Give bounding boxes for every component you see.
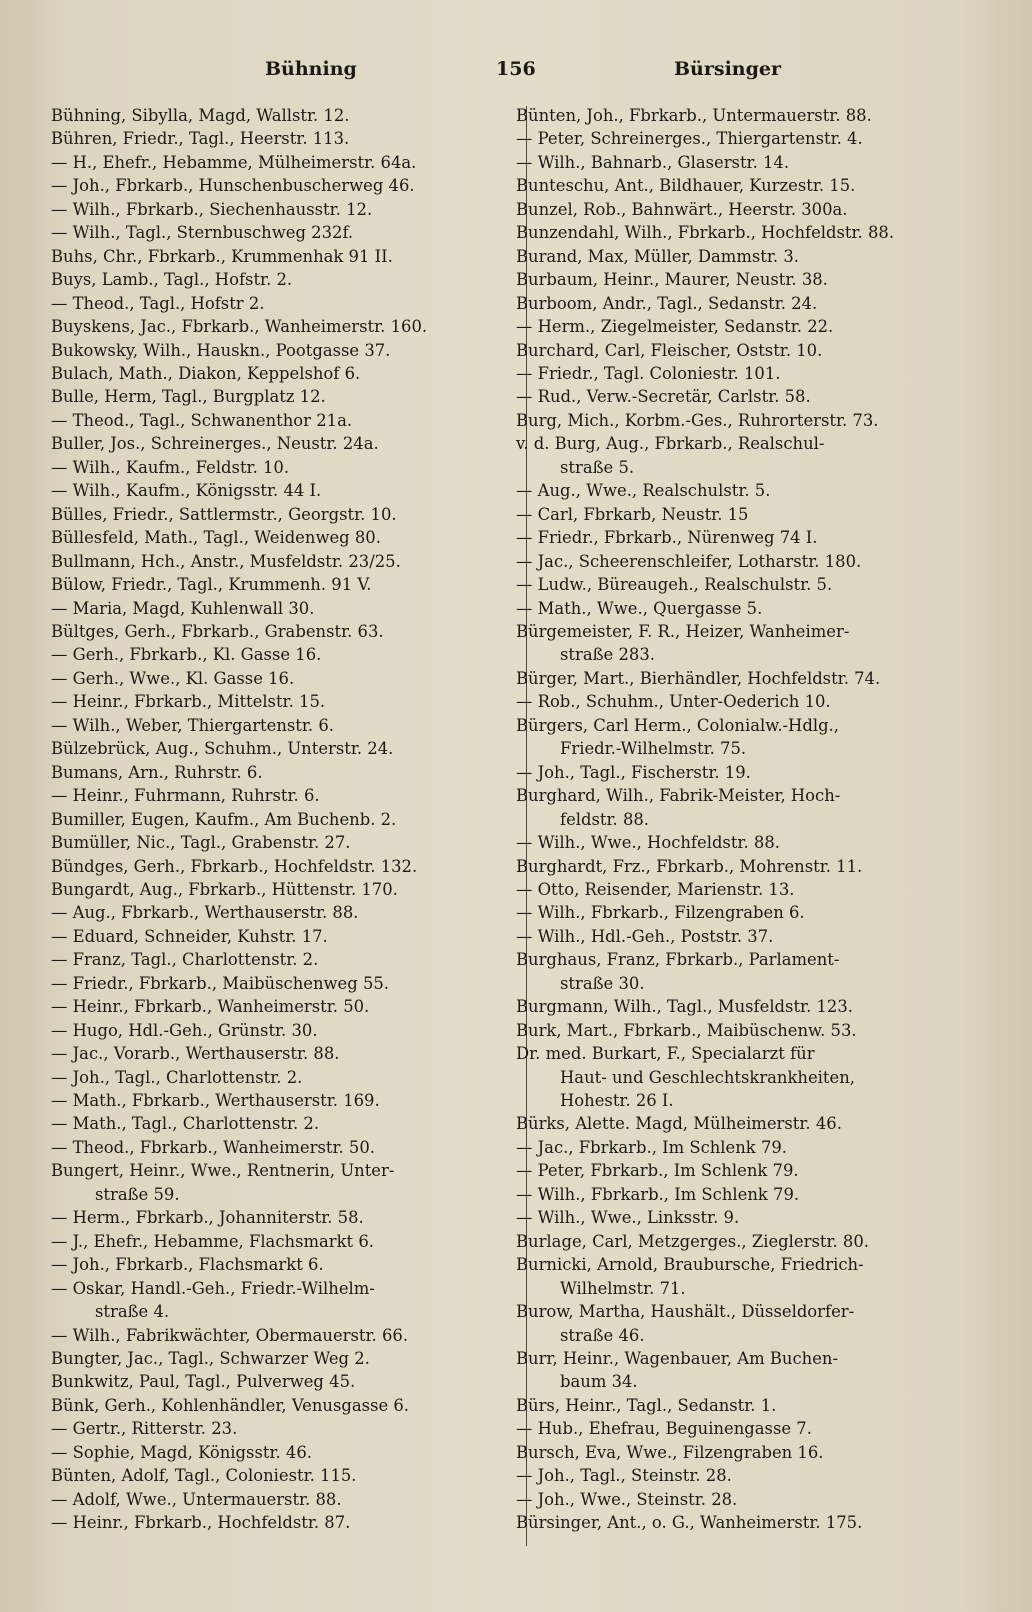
directory-entry [516, 1159, 978, 1182]
directory-entry [516, 1206, 978, 1229]
entry-text: Bungardt, Aug., Fbrkarb., Hüttenstr. 170. [51, 879, 398, 899]
entry-text: — Gerh., Wwe., Kl. Gasse 16. [51, 668, 295, 688]
entry-text: Bukowsky, Wilh., Hauskn., Pootgasse 37. [51, 340, 391, 360]
entry-text: — Carl, Fbrkarb, Neustr. 15 [516, 504, 749, 524]
entry-text: Bürgers, Carl Herm., Colonialw.-Hdlg., [516, 715, 840, 735]
directory-entry [51, 1066, 511, 1089]
entry-text: Bürsinger, Ant., o. G., Wanheimerstr. 175. [516, 1513, 863, 1533]
entry-continuation: Hohestr. 26 I. [560, 1091, 674, 1111]
directory-entry [516, 362, 978, 385]
entry-continuation: Haut- und Geschlechtskrankheiten, [560, 1067, 855, 1087]
directory-entry [51, 597, 511, 620]
entry-text: Burchard, Carl, Fleischer, Oststr. 10. [516, 340, 823, 360]
directory-entry [51, 808, 511, 831]
directory-entry [516, 1019, 978, 1042]
directory-entry [516, 620, 978, 667]
directory-entry [51, 174, 511, 197]
entry-text: — Wilh., Fbrkarb., Im Schlenk 79. [516, 1184, 800, 1204]
entry-text: — Herm., Fbrkarb., Johanniterstr. 58. [51, 1208, 364, 1228]
directory-entry [516, 1488, 978, 1511]
directory-entry [51, 127, 511, 150]
directory-entry [51, 221, 511, 244]
directory-entry [516, 198, 978, 221]
entry-text: — Otto, Reisender, Marienstr. 13. [516, 879, 795, 899]
entry-continuation: straße 59. [95, 1184, 180, 1204]
directory-entry [516, 526, 978, 549]
entry-text: — J., Ehefr., Hebamme, Flachsmarkt 6. [51, 1231, 374, 1251]
directory-entry [51, 1511, 511, 1534]
entry-continuation: feldstr. 88. [560, 809, 650, 829]
entry-text: Bürger, Mart., Bierhändler, Hochfeldstr. 74. [516, 668, 881, 688]
directory-entry [516, 1112, 978, 1135]
entry-continuation: Wilhelmstr. 71. [560, 1278, 686, 1298]
directory-entry [51, 550, 511, 573]
entry-text: Bullmann, Hch., Anstr., Musfeldstr. 23/25. [51, 551, 401, 571]
directory-entry [516, 573, 978, 596]
directory-entry [516, 925, 978, 948]
directory-entry [51, 1441, 511, 1464]
entry-text: Büllesfeld, Math., Tagl., Weidenweg 80. [51, 528, 381, 548]
entry-text: Burr, Heinr., Wagenbauer, Am Buchen- [516, 1349, 838, 1369]
entry-text: Bungter, Jac., Tagl., Schwarzer Weg 2. [51, 1349, 370, 1369]
entry-text: Buys, Lamb., Tagl., Hofstr. 2. [51, 270, 293, 290]
entry-text: Bülzebrück, Aug., Schuhm., Unterstr. 24. [51, 739, 394, 759]
entry-text: Bursch, Eva, Wwe., Filzengraben 16. [516, 1442, 824, 1462]
directory-entry [51, 737, 511, 760]
directory-entry [51, 292, 511, 315]
entry-text: — Herm., Ziegelmeister, Sedanstr. 22. [516, 317, 834, 337]
directory-entry [51, 1488, 511, 1511]
directory-entry [51, 855, 511, 878]
directory-entry [516, 432, 978, 479]
entry-text: — Wilh., Bahnarb., Glaserstr. 14. [516, 152, 790, 172]
entry-text: — Wilh., Hdl.-Geh., Poststr. 37. [516, 926, 774, 946]
directory-entry [516, 245, 978, 268]
directory-entry [51, 104, 511, 127]
directory-entry [516, 831, 978, 854]
entry-text: Bültges, Gerh., Fbrkarb., Grabenstr. 63. [51, 621, 384, 641]
directory-entry [516, 1042, 978, 1112]
directory-entry [516, 690, 978, 713]
entry-text: Burghaus, Franz, Fbrkarb., Parlament- [516, 950, 840, 970]
directory-entry [51, 385, 511, 408]
directory-entry [51, 620, 511, 643]
entry-text: Bulach, Math., Diakon, Keppelshof 6. [51, 363, 361, 383]
directory-entry [51, 339, 511, 362]
directory-entry [516, 409, 978, 432]
entry-text: — Peter, Fbrkarb., Im Schlenk 79. [516, 1161, 799, 1181]
directory-entry [516, 1441, 978, 1464]
directory-entry [51, 268, 511, 291]
entry-text: Bunzel, Rob., Bahnwärt., Heerstr. 300a. [516, 199, 848, 219]
entry-text: — Joh., Wwe., Steinstr. 28. [516, 1489, 738, 1509]
entry-text: — Jac., Fbrkarb., Im Schlenk 79. [516, 1137, 788, 1157]
directory-entry [516, 127, 978, 150]
directory-entry [516, 339, 978, 362]
entry-text: — Theod., Tagl., Hofstr 2. [51, 293, 265, 313]
entry-text: — Franz, Tagl., Charlottenstr. 2. [51, 950, 319, 970]
entry-text: — Peter, Schreinerges., Thiergartenstr. 4. [516, 129, 863, 149]
entry-continuation: straße 4. [95, 1302, 170, 1322]
entry-text: Bülow, Friedr., Tagl., Krummenh. 91 V. [51, 575, 372, 595]
entry-text: — Theod., Fbrkarb., Wanheimerstr. 50. [51, 1137, 375, 1157]
directory-entry [51, 1042, 511, 1065]
directory-entry [516, 315, 978, 338]
directory-entry [51, 1417, 511, 1440]
directory-entry [51, 972, 511, 995]
entry-continuation: Friedr.-Wilhelmstr. 75. [560, 739, 747, 759]
directory-entry [51, 198, 511, 221]
entry-text: — Aug., Wwe., Realschulstr. 5. [516, 481, 771, 501]
entry-text: Burow, Martha, Haushält., Düsseldorfer- [516, 1302, 855, 1322]
right-column [516, 104, 978, 1535]
entry-text: Burand, Max, Müller, Dammstr. 3. [516, 246, 799, 266]
entry-continuation: baum 34. [560, 1372, 638, 1392]
directory-entry [51, 315, 511, 338]
directory-entry [51, 1230, 511, 1253]
entry-text: — Aug., Fbrkarb., Werthauserstr. 88. [51, 903, 359, 923]
directory-entry [516, 761, 978, 784]
header-last-entry: Bürsinger [674, 58, 781, 80]
directory-entry [51, 151, 511, 174]
entry-text: Bürks, Alette. Magd, Mülheimerstr. 46. [516, 1114, 842, 1134]
directory-entry [51, 643, 511, 666]
left-column [51, 104, 511, 1535]
entry-text: — Joh., Fbrkarb., Flachsmarkt 6. [51, 1255, 324, 1275]
directory-entry [51, 526, 511, 549]
directory-entry [51, 761, 511, 784]
directory-entry [516, 901, 978, 924]
directory-entry [516, 174, 978, 197]
entry-text: — Wilh., Tagl., Sternbuschweg 232f. [51, 223, 354, 243]
directory-entry [51, 690, 511, 713]
entry-text: — Heinr., Fuhrmann, Ruhrstr. 6. [51, 786, 320, 806]
directory-entry [51, 784, 511, 807]
entry-text: — Math., Tagl., Charlottenstr. 2. [51, 1114, 320, 1134]
entry-text: — Wilh., Fbrkarb., Filzengraben 6. [516, 903, 805, 923]
entry-text: — Joh., Tagl., Steinstr. 28. [516, 1466, 732, 1486]
entry-text: Burnicki, Arnold, Braubursche, Friedrich- [516, 1255, 864, 1275]
page-number: 156 [496, 58, 536, 80]
directory-entry [51, 878, 511, 901]
entry-text: — Jac., Vorarb., Werthauserstr. 88. [51, 1044, 340, 1064]
directory-entry [516, 1417, 978, 1440]
directory-entry [516, 1511, 978, 1534]
entry-text: v. d. Burg, Aug., Fbrkarb., Realschul- [516, 434, 825, 454]
entry-text: — Wilh., Fbrkarb., Siechenhausstr. 12. [51, 199, 373, 219]
entry-text: Buyskens, Jac., Fbrkarb., Wanheimerstr. 160. [51, 317, 428, 337]
entry-text: Burgmann, Wilh., Tagl., Musfeldstr. 123. [516, 997, 853, 1017]
directory-entry [51, 573, 511, 596]
directory-entry [516, 1464, 978, 1487]
directory-entry [516, 855, 978, 878]
directory-entry [51, 479, 511, 502]
directory-entry [51, 925, 511, 948]
entry-text: — Hub., Ehefrau, Beguinengasse 7. [516, 1419, 812, 1439]
entry-text: Bünten, Joh., Fbrkarb., Untermauerstr. 88. [516, 106, 872, 125]
entry-text: — Friedr., Tagl. Coloniestr. 101. [516, 363, 781, 383]
header-first-entry: Bühning [265, 58, 357, 80]
entry-text: — Gertr., Ritterstr. 23. [51, 1419, 238, 1439]
directory-entry [51, 901, 511, 924]
entry-text: Burghard, Wilh., Fabrik-Meister, Hoch- [516, 786, 841, 806]
entry-text: — Wilh., Wwe., Hochfeldstr. 88. [516, 833, 780, 853]
entry-text: Bünk, Gerh., Kohlenhändler, Venusgasse 6. [51, 1395, 410, 1415]
entry-continuation: straße 46. [560, 1325, 645, 1345]
entry-text: — Ludw., Büreaugeh., Realschulstr. 5. [516, 575, 833, 595]
directory-entry [51, 456, 511, 479]
entry-text: Bunteschu, Ant., Bildhauer, Kurzestr. 15. [516, 176, 856, 196]
entry-text: — Heinr., Fbrkarb., Hochfeldstr. 87. [51, 1513, 351, 1533]
entry-text: — Gerh., Fbrkarb., Kl. Gasse 16. [51, 645, 322, 665]
directory-entry [51, 1019, 511, 1042]
directory-entry [51, 1347, 511, 1370]
directory-entry [51, 1277, 511, 1324]
entry-text: Burlage, Carl, Metzgerges., Zieglerstr. 80. [516, 1231, 869, 1251]
directory-entry [51, 362, 511, 385]
entry-text: Bülles, Friedr., Sattlermstr., Georgstr. 10. [51, 504, 397, 524]
directory-entry [516, 597, 978, 620]
entry-text: — Wilh., Fabrikwächter, Obermauerstr. 66. [51, 1325, 409, 1345]
entry-text: — Maria, Magd, Kuhlenwall 30. [51, 598, 315, 618]
entry-text: Bungert, Heinr., Wwe., Rentnerin, Unter- [51, 1161, 395, 1181]
directory-entry [516, 1230, 978, 1253]
entry-text: — Rob., Schuhm., Unter-Oederich 10. [516, 692, 831, 712]
directory-entry [516, 1136, 978, 1159]
directory-entry [51, 831, 511, 854]
directory-entry [516, 667, 978, 690]
entry-text: Bühren, Friedr., Tagl., Heerstr. 113. [51, 129, 350, 149]
directory-entry [51, 245, 511, 268]
entry-text: Buller, Jos., Schreinerges., Neustr. 24a. [51, 434, 379, 454]
entry-text: Burg, Mich., Korbm.-Ges., Ruhrorterstr. 73. [516, 410, 879, 430]
directory-entry [516, 503, 978, 526]
directory-entry [516, 385, 978, 408]
entry-text: — Math., Fbrkarb., Werthauserstr. 169. [51, 1091, 380, 1111]
directory-entry [51, 1253, 511, 1276]
entry-text: Bumiller, Eugen, Kaufm., Am Buchenb. 2. [51, 809, 397, 829]
entry-text: Burghardt, Frz., Fbrkarb., Mohrenstr. 11. [516, 856, 863, 876]
entry-text: Bürgemeister, F. R., Heizer, Wanheimer- [516, 621, 850, 641]
directory-entry [51, 1089, 511, 1112]
entry-text: — Math., Wwe., Quergasse 5. [516, 598, 763, 618]
directory-entry [51, 1394, 511, 1417]
entry-text: Buhs, Chr., Fbrkarb., Krummenhak 91 II. [51, 246, 393, 266]
directory-entry [51, 1464, 511, 1487]
directory-entry [516, 479, 978, 502]
entry-text: Bunzendahl, Wilh., Fbrkarb., Hochfeldstr. 88. [516, 223, 895, 243]
entry-text: — Friedr., Fbrkarb., Nürenweg 74 I. [516, 528, 818, 548]
entry-text: — Rud., Verw.-Secretär, Carlstr. 58. [516, 387, 811, 407]
directory-entry [516, 1183, 978, 1206]
entry-text: Burbaum, Heinr., Maurer, Neustr. 38. [516, 270, 828, 290]
directory-entry [51, 1324, 511, 1347]
entry-text: — Wilh., Weber, Thiergartenstr. 6. [51, 715, 334, 735]
directory-entry [516, 292, 978, 315]
directory-entry [516, 151, 978, 174]
entry-text: Bündges, Gerh., Fbrkarb., Hochfeldstr. 132. [51, 856, 418, 876]
entry-text: Burboom, Andr., Tagl., Sedanstr. 24. [516, 293, 818, 313]
entry-text: — Joh., Tagl., Charlottenstr. 2. [51, 1067, 303, 1087]
directory-entry [51, 432, 511, 455]
entry-text: — Jac., Scheerenschleifer, Lotharstr. 180. [516, 551, 862, 571]
entry-continuation: straße 5. [560, 457, 635, 477]
entry-text: — Theod., Tagl., Schwanenthor 21a. [51, 410, 353, 430]
directory-entry [516, 1300, 978, 1347]
entry-text: — Hugo, Hdl.-Geh., Grünstr. 30. [51, 1020, 318, 1040]
entry-text: — Sophie, Magd, Königsstr. 46. [51, 1442, 312, 1462]
entry-text: Bumans, Arn., Ruhrstr. 6. [51, 762, 263, 782]
directory-entry [51, 1112, 511, 1135]
directory-entry [516, 268, 978, 291]
page-header [0, 58, 1032, 94]
entry-text: — Joh., Fbrkarb., Hunschenbuscherweg 46. [51, 176, 415, 196]
directory-entry [51, 995, 511, 1018]
entry-text: — Wilh., Kaufm., Königsstr. 44 I. [51, 481, 322, 501]
entry-text: — Heinr., Fbrkarb., Mittelstr. 15. [51, 692, 326, 712]
directory-entry [51, 667, 511, 690]
directory-entry [516, 550, 978, 573]
directory-entry [516, 784, 978, 831]
directory-entry [516, 104, 978, 127]
entry-text: — Heinr., Fbrkarb., Wanheimerstr. 50. [51, 997, 370, 1017]
entry-text: — Wilh., Kaufm., Feldstr. 10. [51, 457, 290, 477]
entry-text: Bühning, Sibylla, Magd, Wallstr. 12. [51, 106, 350, 125]
entry-text: — Eduard, Schneider, Kuhstr. 17. [51, 926, 328, 946]
directory-entry [51, 948, 511, 971]
entry-text: — H., Ehefr., Hebamme, Mülheimerstr. 64a. [51, 152, 417, 172]
directory-entry [51, 1370, 511, 1393]
entry-text: — Oskar, Handl.-Geh., Friedr.-Wilhelm- [51, 1278, 375, 1298]
directory-entry [51, 714, 511, 737]
directory-entry [51, 1206, 511, 1229]
entry-text: Bumüller, Nic., Tagl., Grabenstr. 27. [51, 833, 351, 853]
entry-text: Burk, Mart., Fbrkarb., Maibüschenw. 53. [516, 1020, 857, 1040]
directory-entry [51, 1136, 511, 1159]
entry-text: — Adolf, Wwe., Untermauerstr. 88. [51, 1489, 342, 1509]
directory-entry [516, 1253, 978, 1300]
entry-text: Bunkwitz, Paul, Tagl., Pulverweg 45. [51, 1372, 356, 1392]
entry-continuation: straße 283. [560, 645, 655, 665]
entry-continuation: straße 30. [560, 973, 645, 993]
directory-entry [51, 1159, 511, 1206]
entry-text: Bünten, Adolf, Tagl., Coloniestr. 115. [51, 1466, 357, 1486]
directory-entry [516, 221, 978, 244]
entry-text: — Wilh., Wwe., Linksstr. 9. [516, 1208, 740, 1228]
directory-entry [516, 995, 978, 1018]
entry-text: — Joh., Tagl., Fischerstr. 19. [516, 762, 751, 782]
directory-entry [51, 503, 511, 526]
directory-entry [516, 948, 978, 995]
entry-text: — Friedr., Fbrkarb., Maibüschenweg 55. [51, 973, 390, 993]
entry-text: Dr. med. Burkart, F., Specialarzt für [516, 1044, 815, 1064]
entry-text: Bürs, Heinr., Tagl., Sedanstr. 1. [516, 1395, 777, 1415]
directory-entry [51, 409, 511, 432]
directory-entry [516, 1347, 978, 1394]
entry-text: Bulle, Herm, Tagl., Burgplatz 12. [51, 387, 326, 407]
directory-entry [516, 714, 978, 761]
directory-entry [516, 878, 978, 901]
directory-entry [516, 1394, 978, 1417]
